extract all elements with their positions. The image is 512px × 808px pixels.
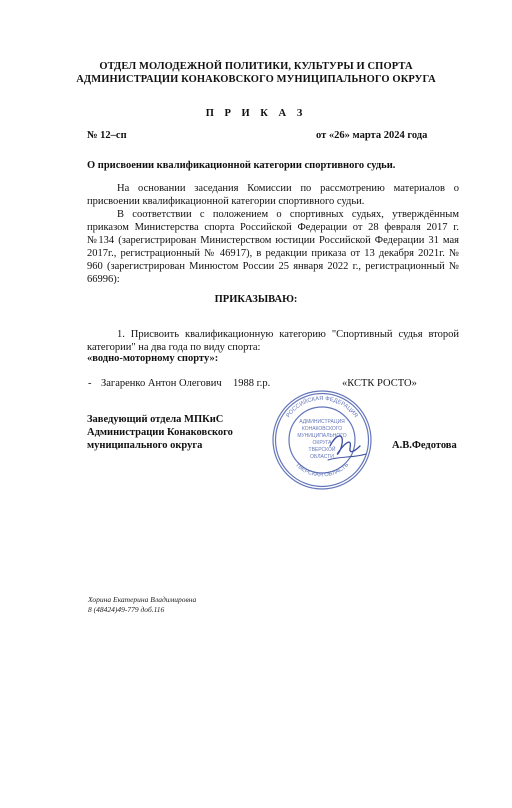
org-header-line-1: ОТДЕЛ МОЛОДЕЖНОЙ ПОЛИТИКИ, КУЛЬТУРЫ И СПОРТА	[99, 61, 413, 72]
order-number: № 12–сп	[87, 130, 127, 141]
svg-text:КОНАКОВСКОГО: КОНАКОВСКОГО	[301, 426, 343, 432]
paragraph-basis: На основании заседания Комиссии по рассмотрению материалов о присвоении квалификационной категории спортивного судьи.	[87, 183, 459, 207]
svg-text:МУНИЦИПАЛЬНОГО: МУНИЦИПАЛЬНОГО	[297, 433, 347, 439]
org-header-line-2: АДМИНИСТРАЦИИ КОНАКОВСКОГО МУНИЦИПАЛЬНОГО ОКРУГА	[76, 74, 436, 85]
contact-phone: 8 (48424)49-779 доб.116	[88, 605, 165, 614]
sport-type: «водно-моторному спорту»:	[87, 353, 219, 364]
document-title: П Р И К А З	[205, 108, 307, 119]
signatory-name: А.В.Федотова	[392, 440, 457, 451]
order-directive: ПРИКАЗЫВАЮ:	[214, 294, 298, 305]
order-subject: О присвоении квалификационной категории спортивного судьи.	[87, 160, 396, 171]
order-item-1: 1. Присвоить квалификационную категорию "Спортивный судья второй категории" на два года по виду спорта:	[87, 329, 459, 353]
official-seal-stamp	[270, 388, 374, 492]
signatory-position-2: Администрации Конаковского	[87, 427, 233, 438]
person-name: Загаренко Антон Олегович	[101, 378, 222, 389]
svg-text:ОБЛАСТИ: ОБЛАСТИ	[310, 454, 334, 460]
svg-text:РОССИЙСКАЯ ФЕДЕРАЦИЯ: РОССИЙСКАЯ ФЕДЕРАЦИЯ	[285, 395, 359, 419]
list-dash: -	[88, 378, 92, 389]
svg-text:ТВЕРСКОЙ: ТВЕРСКОЙ	[308, 447, 336, 453]
person-birth-year: 1988 г.р.	[233, 378, 271, 389]
contact-person: Хорина Екатерина Владимировна	[88, 595, 197, 604]
svg-text:ОКРУГА: ОКРУГА	[312, 440, 332, 446]
svg-text:ТВЕРСКАЯ ОБЛАСТЬ: ТВЕРСКАЯ ОБЛАСТЬ	[293, 462, 351, 479]
signatory-position-1: Заведующий отдела МПКиС	[87, 414, 224, 425]
signatory-position-3: муниципального округа	[87, 440, 203, 451]
paragraph-legal-reference: В соответствии с положением о спортивных судьях, утверждённым приказом Министерства спорта Российской Федерации от 28 февраля 2017 г. №134 (зарегистрирован Министерством юстиции Российской Федерации 31 мая 2017г., регистрационный № 46917), в редакции приказа от 13 декабря 2021г. № 960 (зарегистрирован Минюстом России 25 января 2022 г., регистрационный № 66996):	[87, 209, 459, 285]
person-organization: «КСТК РОСТО»	[342, 378, 417, 389]
order-date: от «26» марта 2024 года	[316, 130, 428, 141]
svg-text:АДМИНИСТРАЦИЯ: АДМИНИСТРАЦИЯ	[299, 419, 345, 425]
